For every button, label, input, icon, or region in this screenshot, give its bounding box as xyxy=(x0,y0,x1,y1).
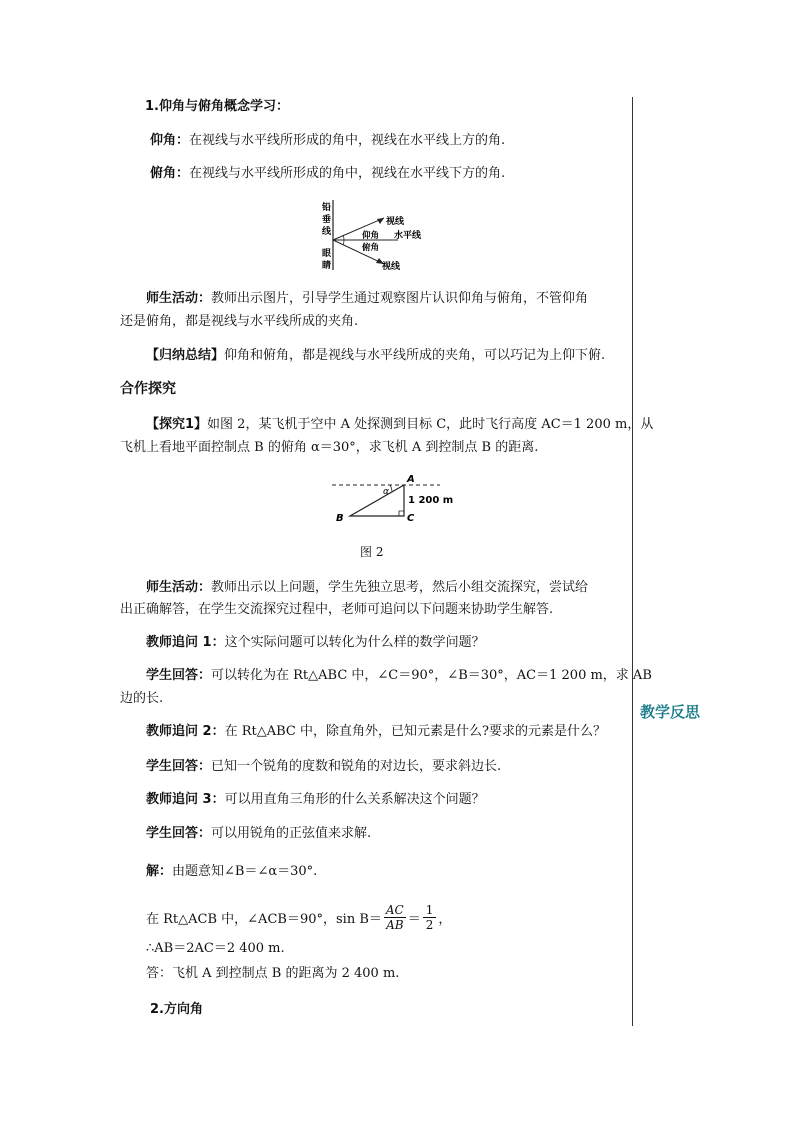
answer3 xyxy=(146,827,371,840)
explore1-label: 【探究1】 xyxy=(146,417,208,432)
upper-sight-label: 视线 xyxy=(386,217,405,227)
activity1-text1: 教师出示图片，引导学生通过观察图片认识仰角与俯角，不管仰角 xyxy=(211,291,589,306)
figure2-caption: 图 2 xyxy=(360,545,384,559)
column-divider xyxy=(632,97,633,1026)
answer2-label: 学生回答： xyxy=(146,759,212,774)
question1-text: 这个实际问题可以转化为什么样的数学问题？ xyxy=(224,635,485,650)
eye-label-1: 眼 xyxy=(322,249,332,259)
plumb-label-3: 线 xyxy=(322,227,332,237)
summary-text: 仰角和俯角，都是视线与水平线所成的夹角，可以巧记为上仰下俯. xyxy=(224,348,606,363)
lower-sight-label: 视线 xyxy=(382,262,401,272)
triangle-abc xyxy=(350,485,404,516)
fraction-one: 1 xyxy=(423,903,437,918)
vertex-a: A xyxy=(407,474,415,485)
answer1-text1: 可以转化为在 Rt△ABC 中，∠C＝90°，∠B＝30°，AC＝1 200 m，求 AB xyxy=(211,668,652,683)
depression-definition xyxy=(150,167,505,180)
activity1-label: 师生活动： xyxy=(146,291,212,306)
solution-line2-suffix: ， xyxy=(438,911,452,927)
depression-arc xyxy=(343,240,344,245)
right-angle-mark xyxy=(399,511,404,516)
fraction-ab: AB xyxy=(386,917,404,932)
activity1-line1 xyxy=(146,292,588,305)
alpha-label: α xyxy=(383,487,389,497)
depression-text: 在视线与水平线所形成的角中，视线在水平线下方的角. xyxy=(189,166,506,181)
answer3-text: 可以用锐角的正弦值来求解. xyxy=(211,826,372,841)
fraction-one-half xyxy=(423,903,437,932)
question2-text: 在 Rt△ABC 中，除直角外，已知元素是什么?要求的元素是什么？ xyxy=(224,724,606,739)
eye-label-2: 睛 xyxy=(322,261,332,271)
depression-label: 俯角 xyxy=(362,243,380,253)
equals-sign: ＝ xyxy=(407,911,421,927)
explore1-line1 xyxy=(146,418,653,431)
answer1-line1 xyxy=(146,669,652,682)
solution-line2-prefix: 在 Rt△ACB 中，∠ACB＝90°，sin B＝ xyxy=(146,911,382,927)
activity2-line2: 出正确解答，在学生交流探究过程中，老师可追问以下问题来协助学生解答. xyxy=(120,602,554,617)
summary xyxy=(146,349,605,362)
question2-label: 教师追问 2： xyxy=(146,724,225,739)
plumb-label-1: 铅 xyxy=(322,203,332,213)
answer1-line2: 边的长. xyxy=(120,691,164,706)
section1-title: 1.仰角与俯角概念学习： xyxy=(145,99,289,114)
explore1-text1: 如图 2，某飞机于空中 A 处探测到目标 C，此时飞行高度 AC＝1 200 m，从 xyxy=(207,417,654,432)
plane-triangle-figure xyxy=(330,470,480,528)
activity1-line2: 还是俯角，都是视线与水平线所成的夹角. xyxy=(120,314,359,329)
alpha-arc xyxy=(390,485,392,492)
vertex-b: B xyxy=(336,513,344,524)
coop-heading: 合作探究 xyxy=(120,381,176,397)
plumb-label-2: 垂 xyxy=(322,215,332,225)
sidebar-teaching-reflection: 教学反思 xyxy=(640,703,701,721)
elevation-label: 仰角 xyxy=(362,231,380,241)
activity2-text1: 教师出示以上问题，学生先独立思考，然后小组交流探究，尝试给 xyxy=(211,580,589,595)
vertex-c: C xyxy=(407,513,415,524)
horizontal-label: 水平线 xyxy=(394,231,422,241)
answer2-text: 已知一个锐角的度数和锐角的对边长，要求斜边长. xyxy=(211,759,502,774)
height-label: 1 200 m xyxy=(408,495,454,506)
question3-text: 可以用直角三角形的什么关系解决这个问题？ xyxy=(224,792,485,807)
elevation-term: 仰角： xyxy=(150,133,190,148)
answer1-label: 学生回答： xyxy=(146,668,212,683)
solution-label: 解： xyxy=(146,864,173,879)
question2 xyxy=(146,725,606,738)
question1-label: 教师追问 1： xyxy=(146,635,225,650)
solution-line2 xyxy=(146,900,451,934)
answer2 xyxy=(146,760,501,773)
question3 xyxy=(146,793,485,806)
fraction-ac: AC xyxy=(385,902,404,917)
elevation-depression-figure xyxy=(318,196,428,274)
explore1-line2: 飞机上看地平面控制点 B 的俯角 α＝30°，求飞机 A 到控制点 B 的距离. xyxy=(120,440,539,455)
answer3-label: 学生回答： xyxy=(146,826,212,841)
elevation-text: 在视线与水平线所形成的角中，视线在水平线上方的角. xyxy=(189,133,506,148)
section2-title: 2.方向角 xyxy=(150,1002,203,1017)
depression-term: 俯角： xyxy=(150,166,190,181)
question3-label: 教师追问 3： xyxy=(146,792,225,807)
summary-label: 【归纳总结】 xyxy=(146,348,225,363)
solution-line3: ∴AB＝2AC＝2 400 m. xyxy=(146,941,285,956)
solution-answer: 答：飞机 A 到控制点 B 的距离为 2 400 m. xyxy=(146,966,400,981)
activity2-line1 xyxy=(146,581,588,594)
solution-text1: 由题意知∠B＝∠α＝30°. xyxy=(172,864,318,879)
activity2-label: 师生活动： xyxy=(146,580,212,595)
fraction-ac-ab xyxy=(384,903,406,932)
question1 xyxy=(146,636,485,649)
elevation-definition xyxy=(150,134,505,147)
solution-line1 xyxy=(146,865,317,878)
fraction-two: 2 xyxy=(425,917,434,932)
